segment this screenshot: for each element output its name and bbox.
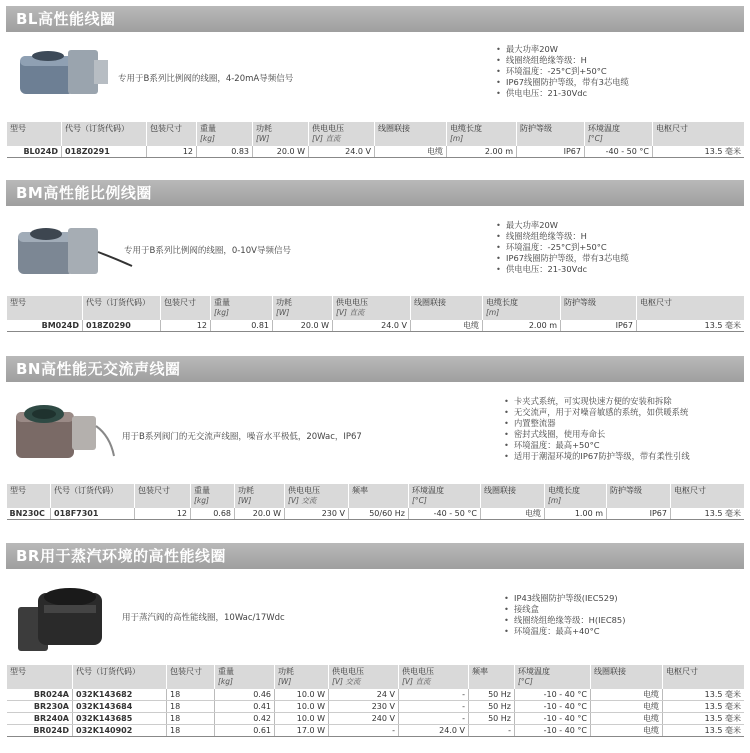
- section-bl: [6, 6, 744, 156]
- col-header: 型号: [7, 665, 73, 689]
- section-description: 用于蒸汽阀的高性能线圈，10Wac/17Wdc: [122, 613, 285, 623]
- col-header: 线圈联接: [591, 665, 663, 689]
- cell: 018Z0291: [62, 146, 147, 158]
- col-header: 代号（订货代码）: [51, 484, 135, 508]
- section-title: BR用于蒸汽环境的高性能线圈: [6, 543, 744, 569]
- feature-item: • 环境温度：最高+40°C: [504, 626, 625, 637]
- col-header: 重量 [kg]: [215, 665, 275, 689]
- feature-list: [496, 44, 629, 99]
- table-row: [7, 725, 745, 737]
- spec-table: [6, 122, 744, 158]
- col-header: 环境温度 [°C]: [409, 484, 481, 508]
- col-header: 电枢尺寸: [671, 484, 745, 508]
- cell: 12: [135, 508, 191, 520]
- col-header: 代号（订货代码）: [73, 665, 167, 689]
- cell: 20.0 W: [235, 508, 285, 520]
- cell: 10.0 W: [275, 689, 329, 701]
- section-br: [6, 543, 744, 735]
- feature-item: • 环境温度：-25°C到+50°C: [496, 66, 629, 77]
- feature-item: • 适用于潮湿环境的IP67防护等级，带有柔性引线: [504, 451, 690, 462]
- feature-item: • 供电电压：21-30Vdc: [496, 264, 629, 275]
- col-header: 线圈联接: [411, 296, 483, 320]
- cell: 0.46: [215, 689, 275, 701]
- col-header: 防护等级: [561, 296, 637, 320]
- col-header: 电枢尺寸: [663, 665, 745, 689]
- section-title: BN高性能无交流声线圈: [6, 356, 744, 382]
- cell: 13.5 毫米: [663, 701, 745, 713]
- cell: -: [329, 725, 399, 737]
- col-header: 代号（订货代码）: [62, 122, 147, 146]
- col-header: 型号: [7, 122, 62, 146]
- cell: 50 Hz: [469, 713, 515, 725]
- feature-item: • IP43线圈防护等级(IEC529): [504, 593, 625, 604]
- cell: BR230A: [7, 701, 73, 713]
- cell: 50/60 Hz: [349, 508, 409, 520]
- cell: 2.00 m: [447, 146, 517, 158]
- cell: 13.5 毫米: [671, 508, 745, 520]
- cell: -40 - 50 °C: [409, 508, 481, 520]
- table-row: [7, 320, 745, 332]
- col-header: 重量 [kg]: [197, 122, 253, 146]
- cell: 032K143682: [73, 689, 167, 701]
- feature-item: • 无交流声，用于对噪音敏感的系统，如供暖系统: [504, 407, 690, 418]
- cell: 230 V: [285, 508, 349, 520]
- cell: 电缆: [411, 320, 483, 332]
- cell: 1.00 m: [545, 508, 607, 520]
- cell: 18: [167, 689, 215, 701]
- spec-table: [6, 484, 744, 520]
- cell: 17.0 W: [275, 725, 329, 737]
- cell: 240 V: [329, 713, 399, 725]
- col-header: 型号: [7, 484, 51, 508]
- col-header: 代号（订货代码）: [83, 296, 161, 320]
- spec-table: [6, 296, 744, 332]
- cell: 20.0 W: [273, 320, 333, 332]
- col-header: 防护等级: [607, 484, 671, 508]
- col-header: 包装尺寸: [147, 122, 197, 146]
- table-row: [7, 689, 745, 701]
- cell: 0.61: [215, 725, 275, 737]
- feature-item: • 线圈绕组绝缘等级：H(IEC85): [504, 615, 625, 626]
- feature-item: • 供电电压：21-30Vdc: [496, 88, 629, 99]
- feature-item: • IP67线圈防护等级，带有3芯电缆: [496, 77, 629, 88]
- cell: 12: [147, 146, 197, 158]
- spec-table: [6, 665, 744, 737]
- cell: -: [399, 689, 469, 701]
- col-header: 包装尺寸: [161, 296, 211, 320]
- col-header: 电缆长度 [m]: [483, 296, 561, 320]
- cell: 0.42: [215, 713, 275, 725]
- cell: 032K143684: [73, 701, 167, 713]
- feature-list: [504, 593, 625, 637]
- col-header: 环境温度 [°C]: [515, 665, 591, 689]
- col-header: 重量 [kg]: [211, 296, 273, 320]
- cell: 电缆: [591, 701, 663, 713]
- cell: BL024D: [7, 146, 62, 158]
- coil-image: [14, 42, 114, 102]
- feature-list: [504, 396, 690, 462]
- cell: 10.0 W: [275, 701, 329, 713]
- cell: -: [469, 725, 515, 737]
- cell: 电缆: [481, 508, 545, 520]
- cell: BR024A: [7, 689, 73, 701]
- cell: 24.0 V: [333, 320, 411, 332]
- cell: 032K140902: [73, 725, 167, 737]
- cell: 电缆: [375, 146, 447, 158]
- feature-item: • 接线盒: [504, 604, 625, 615]
- cell: -10 - 40 °C: [515, 713, 591, 725]
- col-header: 包装尺寸: [167, 665, 215, 689]
- col-header: 供电电压 [V] 直流: [333, 296, 411, 320]
- col-header: 防护等级: [517, 122, 585, 146]
- cell: 0.68: [191, 508, 235, 520]
- cell: 24.0 V: [309, 146, 375, 158]
- cell: 13.5 毫米: [663, 725, 745, 737]
- cell: 电缆: [591, 725, 663, 737]
- coil-image: [14, 396, 124, 468]
- section-title: BM高性能比例线圈: [6, 180, 744, 206]
- feature-item: • 最大功率20W: [496, 44, 629, 55]
- cell: 24.0 V: [399, 725, 469, 737]
- feature-item: • 线圈绕组绝缘等级：H: [496, 231, 629, 242]
- cell: 018F7301: [51, 508, 135, 520]
- cell: 13.5 毫米: [653, 146, 745, 158]
- cell: -: [399, 701, 469, 713]
- section-bm: [6, 180, 744, 330]
- cell: -10 - 40 °C: [515, 701, 591, 713]
- feature-item: • 密封式线圈，使用寿命长: [504, 429, 690, 440]
- cell: 0.41: [215, 701, 275, 713]
- col-header: 功耗 [W]: [273, 296, 333, 320]
- cell: IP67: [607, 508, 671, 520]
- cell: 18: [167, 701, 215, 713]
- cell: 10.0 W: [275, 713, 329, 725]
- table-row: [7, 146, 745, 158]
- cell: 032K143685: [73, 713, 167, 725]
- col-header: 供电电压 [V] 交流: [329, 665, 399, 689]
- feature-item: • 环境温度：最高+50°C: [504, 440, 690, 451]
- col-header: 线圈联接: [375, 122, 447, 146]
- col-header: 重量 [kg]: [191, 484, 235, 508]
- feature-item: • 卡夹式系统，可实现快速方便的安装和拆除: [504, 396, 690, 407]
- cell: -40 - 50 °C: [585, 146, 653, 158]
- cell: -: [399, 713, 469, 725]
- col-header: 供电电压 [V] 直流: [309, 122, 375, 146]
- cell: BR240A: [7, 713, 73, 725]
- cell: 20.0 W: [253, 146, 309, 158]
- col-header: 包装尺寸: [135, 484, 191, 508]
- cell: BM024D: [7, 320, 83, 332]
- section-title: BL高性能线圈: [6, 6, 744, 32]
- cell: 电缆: [591, 689, 663, 701]
- cell: IP67: [561, 320, 637, 332]
- cell: 12: [161, 320, 211, 332]
- cell: 0.81: [211, 320, 273, 332]
- feature-item: • 线圈绕组绝缘等级：H: [496, 55, 629, 66]
- table-row: [7, 713, 745, 725]
- cell: BN230C: [7, 508, 51, 520]
- table-row: [7, 508, 745, 520]
- col-header: 频率: [349, 484, 409, 508]
- cell: -10 - 40 °C: [515, 725, 591, 737]
- cell: 电缆: [591, 713, 663, 725]
- col-header: 电缆长度 [m]: [545, 484, 607, 508]
- col-header: 线圈联接: [481, 484, 545, 508]
- cell: 50 Hz: [469, 689, 515, 701]
- col-header: 功耗 [W]: [253, 122, 309, 146]
- col-header: 型号: [7, 296, 83, 320]
- col-header: 电枢尺寸: [653, 122, 745, 146]
- cell: 13.5 毫米: [663, 713, 745, 725]
- col-header: 频率: [469, 665, 515, 689]
- col-header: 环境温度 [°C]: [585, 122, 653, 146]
- section-description: 专用于B系列比例阀的线圈，4-20mA导频信号: [118, 74, 294, 84]
- table-row: [7, 701, 745, 713]
- cell: 18: [167, 725, 215, 737]
- feature-item: • IP67线圈防护等级，带有3芯电缆: [496, 253, 629, 264]
- section-description: 用于B系列阀门的无交流声线圈，噪音水平极低，20Wac，IP67: [122, 432, 362, 442]
- section-description: 专用于B系列比例阀的线圈，0-10V导频信号: [124, 246, 291, 256]
- cell: 50 Hz: [469, 701, 515, 713]
- col-header: 功耗 [W]: [275, 665, 329, 689]
- col-header: 供电电压 [V] 直流: [399, 665, 469, 689]
- col-header: 供电电压 [V] 交流: [285, 484, 349, 508]
- cell: 13.5 毫米: [637, 320, 745, 332]
- cell: 13.5 毫米: [663, 689, 745, 701]
- cell: IP67: [517, 146, 585, 158]
- feature-item: • 环境温度：-25°C到+50°C: [496, 242, 629, 253]
- cell: 24 V: [329, 689, 399, 701]
- feature-item: • 最大功率20W: [496, 220, 629, 231]
- feature-list: [496, 220, 629, 275]
- col-header: 功耗 [W]: [235, 484, 285, 508]
- cell: 018Z0290: [83, 320, 161, 332]
- cell: BR024D: [7, 725, 73, 737]
- cell: -10 - 40 °C: [515, 689, 591, 701]
- coil-image: [14, 218, 134, 284]
- section-bn: [6, 356, 744, 518]
- cell: 0.83: [197, 146, 253, 158]
- cell: 230 V: [329, 701, 399, 713]
- feature-item: • 内置整流器: [504, 418, 690, 429]
- col-header: 电枢尺寸: [637, 296, 745, 320]
- col-header: 电缆长度 [m]: [447, 122, 517, 146]
- cell: 2.00 m: [483, 320, 561, 332]
- coil-image: [14, 581, 114, 657]
- cell: 18: [167, 713, 215, 725]
